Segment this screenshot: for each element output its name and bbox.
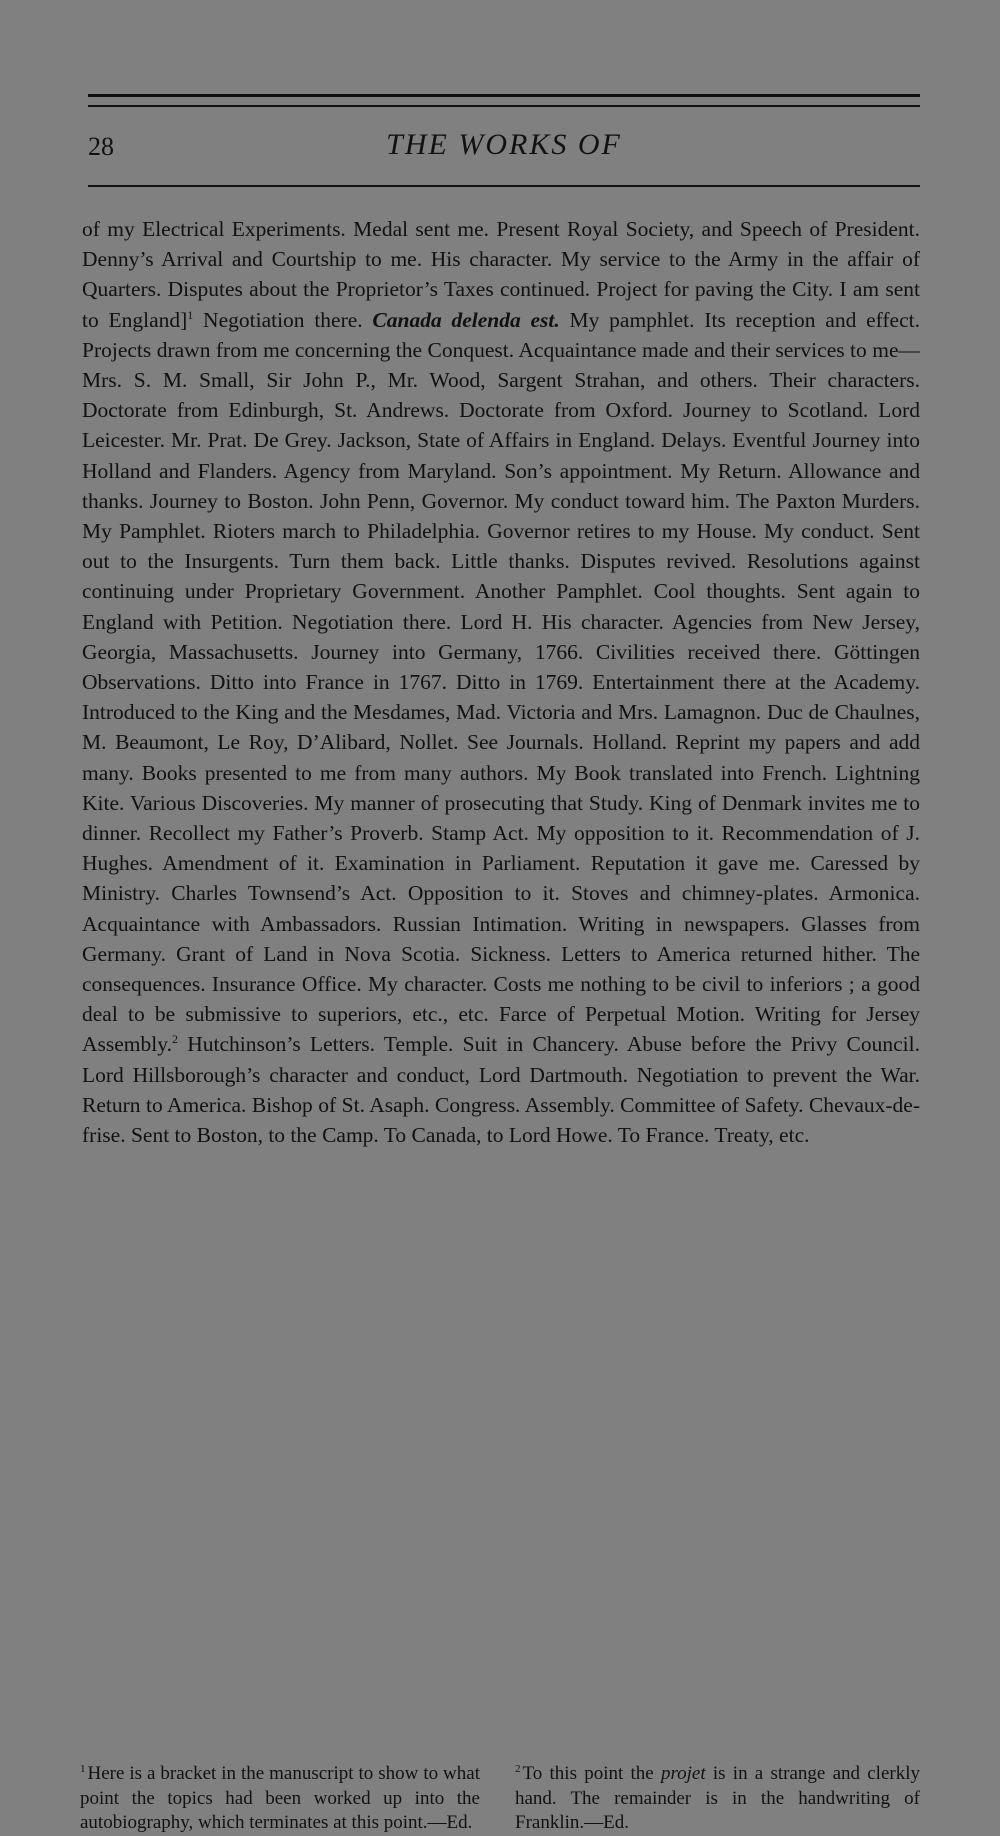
running-title: THE WORKS OF [386, 128, 622, 161]
footnote-mark: 1 [80, 1762, 86, 1775]
footnote-italic-word: projet [660, 1763, 706, 1784]
footnote-text: Here is a bracket in the manuscript to show to what point the topics had been worked up into the autobiography, which terminates at this point.—Ed. [80, 1763, 480, 1833]
body-paragraph [82, 214, 920, 1150]
header-rule [88, 185, 920, 187]
footnote-text-before: To this point the [522, 1763, 661, 1784]
footnote-reference-2: 2 [171, 1032, 178, 1047]
page-number: 28 [88, 132, 114, 161]
body-text-part-4: Hutchinson’s Letters. Temple. Suit in Chancery. Abuse before the Privy Council. Lord Hillsborough’s character and conduct, Lord Dartmouth. Negotiation to prevent the War. Return to America. Bishop of St. Asaph. Congress. Assembly. Committee of Safety. Chevaux-de-frise. Sent to Boston, to the Camp. To Canada, to Lord Howe. To France. Treaty, etc. [82, 1032, 920, 1148]
body-text-part-2: Negotiation there. [193, 307, 373, 332]
footnote-1 [80, 1762, 480, 1836]
footnote-text-after: is in a strange and clerkly hand. The remainder is in the handwriting of Franklin.—Ed. [515, 1763, 920, 1833]
footnote-2 [515, 1762, 920, 1836]
top-rule-thick [88, 94, 920, 97]
footnote-mark: 2 [515, 1762, 521, 1775]
top-rule-thin [88, 105, 920, 107]
page-header [88, 128, 920, 168]
footnote-reference-1: 1 [187, 307, 194, 322]
body-text-part-3: My pamphlet. Its reception and effect. Projects drawn from me concerning the Conquest. Acquaintance made and their services to me—Mrs. S. M. Small, Sir John P., Mr. Wood, Sargent Strahan, and others. Their characters. Doctorate from Edinburgh, St. Andrews. Doctorate from Oxford. Journey to Scotland. Lord Leicester. Mr. Prat. De Grey. Jackson, State of Affairs in England. Delays. Eventful Journey into Holland and Flanders. Agency from Maryland. Son’s appointment. My Return. Allowance and thanks. Journey to Boston. John Penn, Governor. My conduct toward him. The Paxton Murders. My Pamphlet. Rioters march to Philadelphia. Governor retires to my House. My conduct. Sent out to the Insurgents. Turn them back. Little thanks. Disputes revived. Resolutions against continuing under Proprietary Government. Another Pamphlet. Cool thoughts. Sent again to England with Petition. Negotiation there. Lord H. His character. Agencies from New Jersey, Georgia, Massachusetts. Journey into Germany, 1766. Civilities received there. Göttingen Observations. Ditto into France in 1767. Ditto in 1769. Entertainment there at the Academy. Introduced to the King and the Mesdames, Mad. Victoria and Mrs. Lamagnon. Duc de Chaulnes, M. Beaumont, Le Roy, D’Alibard, Nollet. See Journals. Holland. Reprint my papers and add many. Books presented to me from many authors. My Book translated into French. Lightning Kite. Various Discoveries. My manner of prosecuting that Study. King of Denmark invites me to dinner. Recollect my Father’s Proverb. Stamp Act. My opposition to it. Recommendation of J. Hughes. Amendment of it. Examination in Parliament. Reputation it gave me. Caressed by Ministry. Charles Townsend’s Act. Opposition to it. Stoves and chimney-plates. Armonica. Acquaintance with Ambassadors. Russian Intimation. Writing in newspapers. Glasses from Germany. Grant of Land in Nova Scotia. Sickness. Letters to America returned hither. The consequences. Insurance Office. My character. Costs me nothing to be civil to inferiors ; a good deal to be submissive to superiors, etc., etc. Farce of Perpetual Motion. Writing for Jersey Assembly. [82, 307, 920, 1057]
italic-phrase: Canada delenda est. [372, 307, 560, 332]
body-text-part-1: of my Electrical Experiments. Medal sent me. Present Royal Society, and Speech of President. Denny’s Arrival and Courtship to me. His character. My service to the Army in the affair of Quarters. Disputes about the Proprietor’s Taxes continued. Project for paving the City. I am sent to England] [82, 217, 920, 332]
